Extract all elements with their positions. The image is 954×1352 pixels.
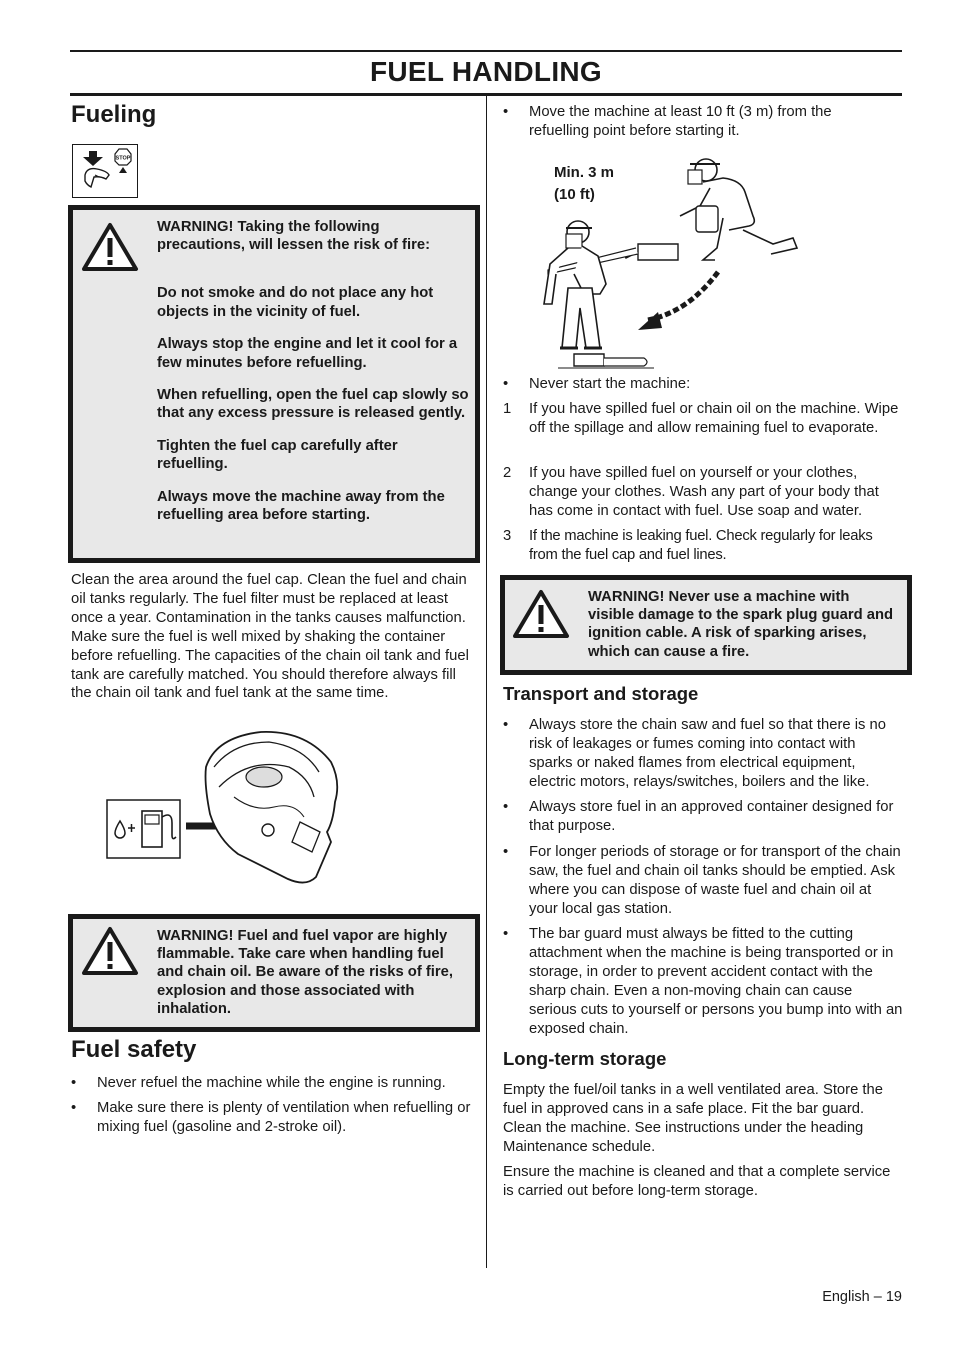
figure-distance-label: Min. 3 m (10 ft)	[554, 164, 615, 203]
bullet: •	[71, 1100, 77, 1116]
clean-paragraph: Clean the area around the fuel cap. Clean the fuel and chain oil tanks regularly. The fuel filter must be replaced at least once a year. Contamination in the tanks causes malfunction. Make sure the fuel is well mixed by shaking the container before refuelling. The capacities of the chain oil tank and fuel tank are carefully matched. You should therefore always fill the chain oil tank and fuel tank at the same time.	[71, 572, 469, 702]
warning-triangle-icon	[81, 926, 139, 976]
page-title: FUEL HANDLING	[369, 56, 603, 87]
warning-triangle-icon	[81, 222, 139, 272]
bullet: •	[503, 799, 509, 815]
bullet: •	[503, 926, 509, 942]
warning1-item: Always stop the engine and let it cool for a few minutes before refuelling.	[157, 336, 458, 371]
warning3-text: WARNING! Never use a machine with visible damage to the spark plug guard and ignition cable. A risk of sparking arises, which can cause a fire.	[588, 589, 894, 660]
svg-text:STOP: STOP	[115, 155, 131, 162]
warning-box-spark-plug	[500, 575, 912, 675]
bullet: •	[503, 104, 509, 120]
column-divider	[486, 96, 487, 1268]
chainsaw-illustration	[104, 727, 344, 889]
header-top-rule	[70, 50, 902, 52]
bullet: •	[71, 1075, 77, 1091]
longterm-paragraph-2: Ensure the machine is cleaned and that a complete service is carried out before long-term storage.	[503, 1164, 891, 1199]
longterm-paragraph-1: Empty the fuel/oil tanks in a well ventilated area. Store the fuel in approved cans in a safe place. Fit the bar guard. Clean the machine. See instructions under the heading Maintenance schedule.	[503, 1082, 883, 1155]
transport-heading: Transport and storage	[503, 683, 699, 704]
warning1-item: Tighten the fuel cap carefully after refuelling.	[157, 438, 398, 473]
bullet: •	[503, 717, 509, 733]
warning-box-flammable	[68, 914, 480, 1032]
warning1-text	[157, 218, 471, 539]
bullet: •	[503, 376, 509, 392]
stop-engine-icon	[72, 144, 138, 198]
warning1-item: Always move the machine away from the refuelling area before starting.	[157, 489, 445, 524]
refuel-distance-illustration	[538, 148, 800, 374]
warning1-item: When refuelling, open the fuel cap slowly so that any excess pressure is released gently.	[157, 387, 469, 422]
fuel-safety-heading: Fuel safety	[71, 1036, 197, 1063]
page-number: English – 19	[822, 1289, 902, 1305]
fueling-heading: Fueling	[71, 101, 157, 128]
warning1-item: Do not smoke and do not place any hot objects in the vicinity of fuel.	[157, 285, 434, 320]
bullet: •	[503, 844, 509, 860]
warning1-title: WARNING! Taking the following precautions, will lessen the risk of fire:	[157, 219, 430, 254]
warning2-text: WARNING! Fuel and fuel vapor are highly flammable. Take care when handling fuel and chain oil. Be aware of the risks of fire, explosion and those associated with inhalation.	[157, 928, 454, 1017]
warning-box-fire-precautions	[68, 205, 480, 563]
longterm-heading: Long-term storage	[503, 1048, 667, 1069]
warning-triangle-icon	[512, 589, 570, 639]
fuel-oil-symbol-icon	[107, 800, 180, 858]
